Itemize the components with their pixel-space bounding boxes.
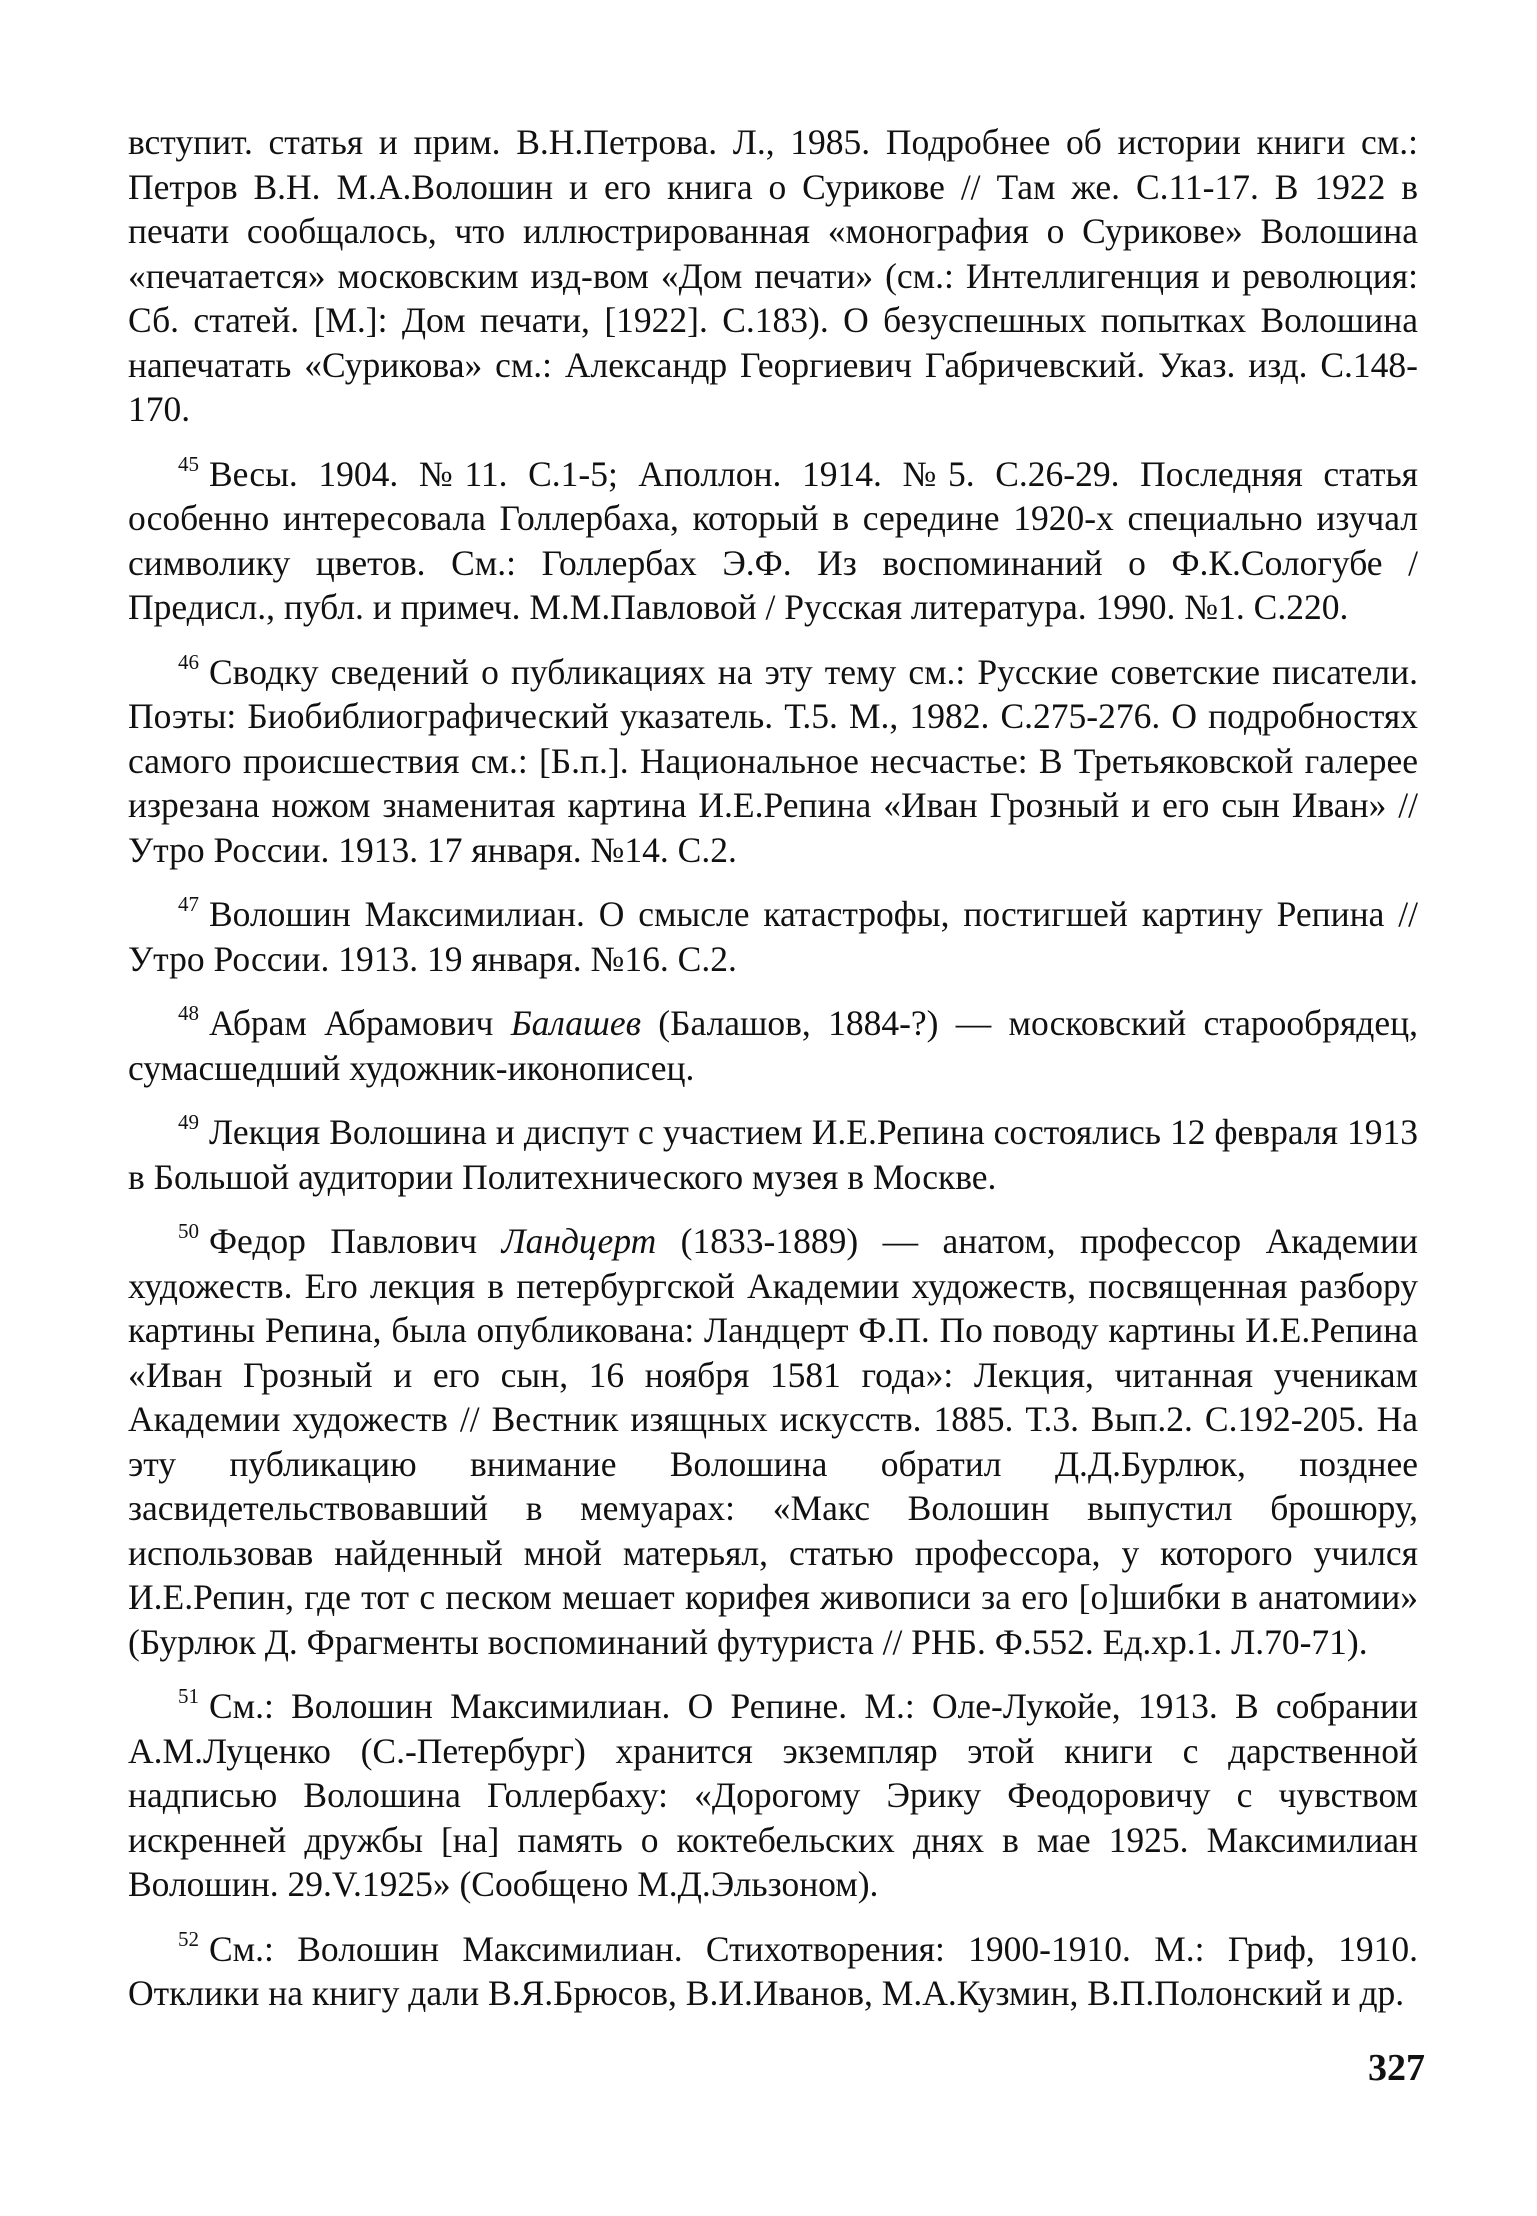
footnote-46 bbox=[128, 650, 1418, 873]
footnote-text: См.: Волошин Максимилиан. Стихотворения: 1900-1910. М.: Гриф, 1910. Отклики на книгу дали В.Я.Брюсов, В.И.Иванов, М.А.Кузмин, В.П.Полонский и др. bbox=[128, 1928, 1418, 2013]
footnote-text-lead: Абрам Абрамович bbox=[209, 1003, 511, 1043]
page-body bbox=[128, 120, 1418, 2036]
footnote-text: вступит. статья и прим. В.Н.Петрова. Л., 1985. Подробнее об истории книги см.: Петров В.Н. М.А.Волошин и его книга о Сурикове // Там же. С.11-17. В 1922 в печати сообщалось, что иллюстрированная «монография о Сурикове» Волошина «печатается» московским изд-вом «Дом печати» (см.: Интеллигенция и революция: Сб. статей. [М.]: Дом печати, [1922]. С.183). О безуспешных попытках Волошина напечатать «Сурикова» см.: Александр Георгиевич Габричевский. Указ. изд. С.148-170. bbox=[128, 122, 1418, 429]
footnote-text: Волошин Максимилиан. О смысле катастрофы, постигшей картину Репина // Утро России. 1913. 19 января. №16. С.2. bbox=[128, 894, 1418, 979]
footnote-italic-name: Балашев bbox=[510, 1003, 642, 1043]
footnote-italic-name: Ландцерт bbox=[501, 1221, 657, 1261]
footnote-text: Лекция Волошина и диспут с участием И.Е.Репина состоялись 12 февраля 1913 в Большой аудитории Политехнического музея в Москве. bbox=[128, 1112, 1418, 1197]
footnote-number: 48 bbox=[178, 1001, 199, 1026]
footnote-48 bbox=[128, 1001, 1418, 1090]
footnote-45 bbox=[128, 452, 1418, 630]
footnote-number: 49 bbox=[178, 1110, 199, 1135]
footnote-number: 52 bbox=[178, 1926, 199, 1951]
footnote-number: 47 bbox=[178, 892, 199, 917]
footnote-continued bbox=[128, 120, 1418, 432]
footnote-text: Сводку сведений о публикациях на эту тему см.: Русские советские писатели. Поэты: Биобиблиографический указатель. Т.5. М., 1982. С.275-276. О подробностях самого происшествия см.: [Б.п.]. Национальное несчастье: В Третьяковской галерее изрезана ножом знаменитая картина И.Е.Репина «Иван Грозный и его сын Иван» // Утро России. 1913. 17 января. №14. С.2. bbox=[128, 651, 1418, 870]
footnote-text-lead: Федор Павлович bbox=[209, 1221, 502, 1261]
footnote-52 bbox=[128, 1927, 1418, 2016]
footnote-number: 46 bbox=[178, 649, 199, 674]
footnote-49 bbox=[128, 1110, 1418, 1199]
footnote-47 bbox=[128, 892, 1418, 981]
footnote-number: 51 bbox=[178, 1684, 199, 1709]
footnote-number: 50 bbox=[178, 1219, 199, 1244]
footnote-text: См.: Волошин Максимилиан. О Репине. М.: Оле-Лукойе, 1913. В собрании А.М.Луценко (С.-Петербург) хранится экземпляр этой книги с дарственной надписью Волошина Голлербаху: «Дорогому Эрику Феодоровичу с чувством искренней дружбы [на] память о коктебельских днях в мае 1925. Максимилиан Волошин. 29.V.1925» (Сообщено М.Д.Эльзоном). bbox=[128, 1686, 1418, 1904]
footnote-51 bbox=[128, 1684, 1418, 1907]
page-number: 327 bbox=[1368, 2047, 1425, 2089]
footnote-text: (Балашов, 1884-?) — московский старообрядец, сумасшедший художник-иконописец. bbox=[128, 1003, 1418, 1088]
footnote-50 bbox=[128, 1219, 1418, 1664]
footnote-text: (1833-1889) — анатом, профессор Академии художеств. Его лекция в петербургской Академии художеств, посвященная разбору картины Репина, была опубликована: Ландцерт Ф.П. По поводу картины И.Е.Репина «Иван Грозный и его сын, 16 ноября 1581 года»: Лекция, читанная ученикам Академии художеств // Вестник изящных искусств. 1885. Т.3. Вып.2. С.192-205. На эту публикацию внимание Волошина обратил Д.Д.Бурлюк, позднее засвидетельствовавший в мемуарах: «Макс Волошин выпустил брошюру, использовав найденный мной матерьял, статью профессора, у которого учился И.Е.Репин, где тот с песком мешает корифея живописи за его [о]шибки в анатомии» (Бурлюк Д. Фрагменты воспоминаний футуриста // РНБ. Ф.552. Ед.хр.1. Л.70-71). bbox=[128, 1221, 1418, 1662]
footnote-text: Весы. 1904. №11. С.1-5; Аполлон. 1914. №5. С.26-29. Последняя статья особенно интересовала Голлербаха, который в середине 1920-х специально изучал символику цветов. См.: Голлербах Э.Ф. Из воспоминаний о Ф.К.Сологубе / Предисл., публ. и примеч. М.М.Павловой / Русская литература. 1990. №1. С.220. bbox=[128, 453, 1418, 627]
footnote-number: 45 bbox=[178, 451, 199, 476]
